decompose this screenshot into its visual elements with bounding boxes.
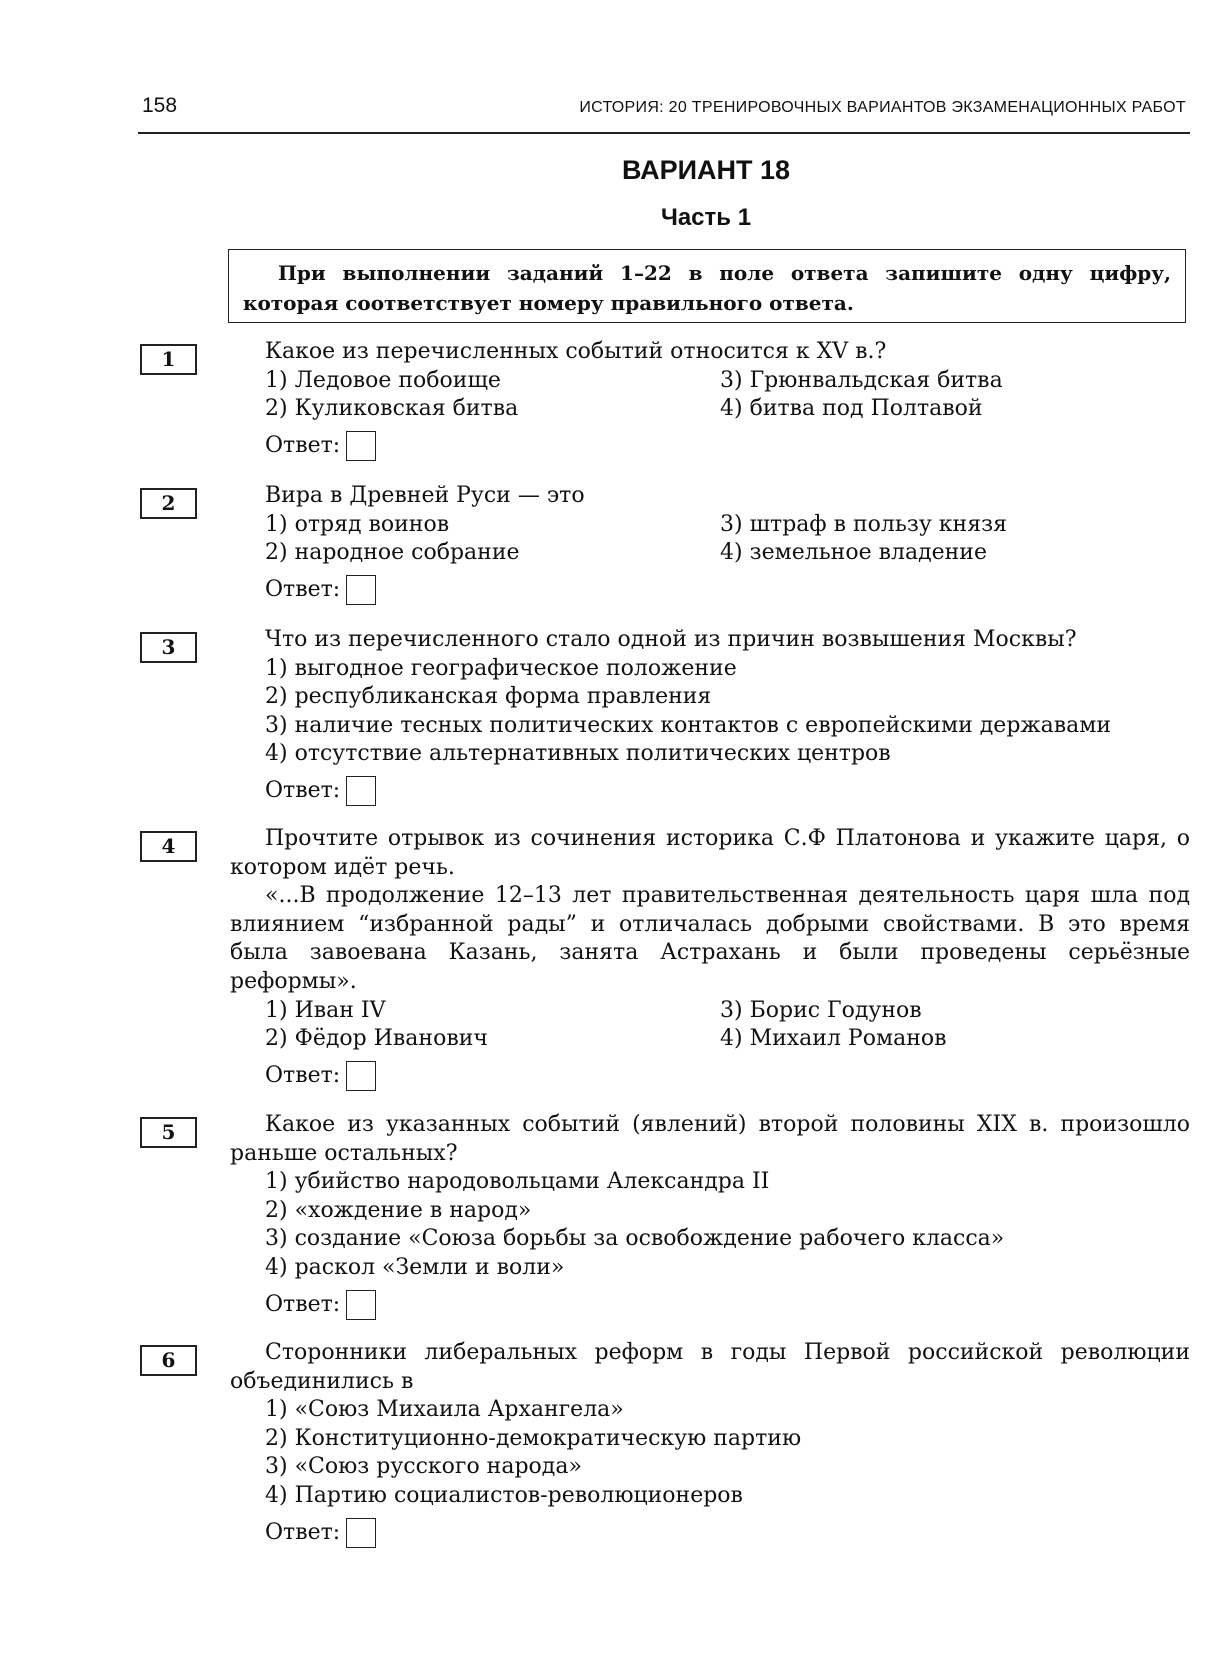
answer-label: Ответ: xyxy=(265,432,341,458)
option-2: 2) Фёдор Иванович xyxy=(265,1026,488,1052)
answer-input-box[interactable] xyxy=(346,575,376,605)
option-4: 4) земельное владение xyxy=(720,540,987,566)
answer-label: Ответ: xyxy=(265,1519,341,1545)
question-text: Прочтите отрывок из сочинения историка С.Ф Платонова и укажите царя, о котором идёт речь. xyxy=(230,826,1190,880)
variant-title: ВАРИАНТ 18 xyxy=(621,155,791,185)
option-3: 3) Грюнвальдская битва xyxy=(720,367,1003,393)
option-1: 1) Ледовое побоище xyxy=(265,367,501,393)
option-4: 4) битва под Полтавой xyxy=(720,396,983,422)
option-3: 3) Борис Годунов xyxy=(720,997,922,1023)
answer-row xyxy=(265,428,1190,465)
answer-row xyxy=(265,1058,1190,1095)
option-3: 3) наличие тесных политических контактов с европейскими державами xyxy=(265,712,1112,738)
answer-input-box[interactable] xyxy=(346,776,376,806)
answer-label: Ответ: xyxy=(265,778,341,804)
option-1: 1) «Союз Михаила Архангела» xyxy=(265,1397,624,1423)
option-3: 3) «Союз русского народа» xyxy=(265,1454,582,1480)
option-4: 4) Партию социалистов-революционеров xyxy=(265,1482,743,1508)
option-1: 1) Иван IV xyxy=(265,997,386,1023)
part-title: Часть 1 xyxy=(660,204,752,231)
option-4: 4) Михаил Романов xyxy=(720,1026,947,1052)
answer-input-box[interactable] xyxy=(346,1290,376,1320)
option-2: 2) «хождение в народ» xyxy=(265,1197,532,1223)
question-text: Какое из перечисленных событий относится к XV в.? xyxy=(265,339,887,364)
option-2: 2) Конституционно-демократическую партию xyxy=(265,1425,802,1451)
question-number-box: 6 xyxy=(140,1345,197,1376)
answer-row xyxy=(265,1287,1190,1324)
question-text: Вира в Древней Руси — это xyxy=(265,483,585,508)
option-4: 4) отсутствие альтернативных политических центров xyxy=(265,741,891,767)
question-number-box: 1 xyxy=(140,344,197,375)
option-2: 2) республиканская форма правления xyxy=(265,684,712,710)
option-2: 2) Куликовская битва xyxy=(265,396,519,422)
option-3: 3) штраф в пользу князя xyxy=(720,511,1007,537)
option-1: 1) отряд воинов xyxy=(265,511,450,537)
page-number: 158 xyxy=(142,94,178,117)
question-text: Какое из указанных событий (явлений) второй половины XIX в. произошло раньше остальных? xyxy=(230,1112,1190,1166)
answer-row xyxy=(265,1515,1190,1552)
option-3: 3) создание «Союза борьбы за освобождение рабочего класса» xyxy=(265,1226,1005,1252)
question-number-box: 5 xyxy=(140,1117,197,1148)
answer-row xyxy=(265,572,1190,609)
running-title: ИСТОРИЯ: 20 ТРЕНИРОВОЧНЫХ ВАРИАНТОВ ЭКЗАМЕНАЦИОННЫХ РАБОТ xyxy=(579,99,1186,116)
answer-label: Ответ: xyxy=(265,576,341,602)
answer-input-box[interactable] xyxy=(346,431,376,461)
answer-label: Ответ: xyxy=(265,1062,341,1088)
option-2: 2) народное собрание xyxy=(265,540,520,566)
option-4: 4) раскол «Земли и воли» xyxy=(265,1254,565,1280)
question-number-box: 3 xyxy=(140,632,197,663)
question-text: Сторонники либеральных реформ в годы Первой российской революции объединились в xyxy=(230,1340,1190,1394)
question-number-box: 4 xyxy=(140,831,197,862)
question-text: Что из перечисленного стало одной из причин возвышения Москвы? xyxy=(265,627,1077,652)
quote-text: «...В продолжение 12–13 лет правительственная деятельность царя шла под влиянием “избранной рады” и отличалась добрыми свойствами. В это время была завоевана Казань, занята Астрахань и были проведены серьёзные реформы». xyxy=(230,883,1190,994)
answer-input-box[interactable] xyxy=(346,1518,376,1548)
option-1: 1) выгодное географическое положение xyxy=(265,655,737,681)
answer-input-box[interactable] xyxy=(346,1061,376,1091)
option-1: 1) убийство народовольцами Александра II xyxy=(265,1169,770,1195)
instructions-box: При выполнении заданий 1–22 в поле ответа запишите одну цифру, которая соответствует номеру правильного ответа. xyxy=(228,249,1186,323)
answer-row xyxy=(265,773,1190,810)
answer-label: Ответ: xyxy=(265,1291,341,1317)
question-number-box: 2 xyxy=(140,488,197,519)
page-header xyxy=(138,92,1190,134)
